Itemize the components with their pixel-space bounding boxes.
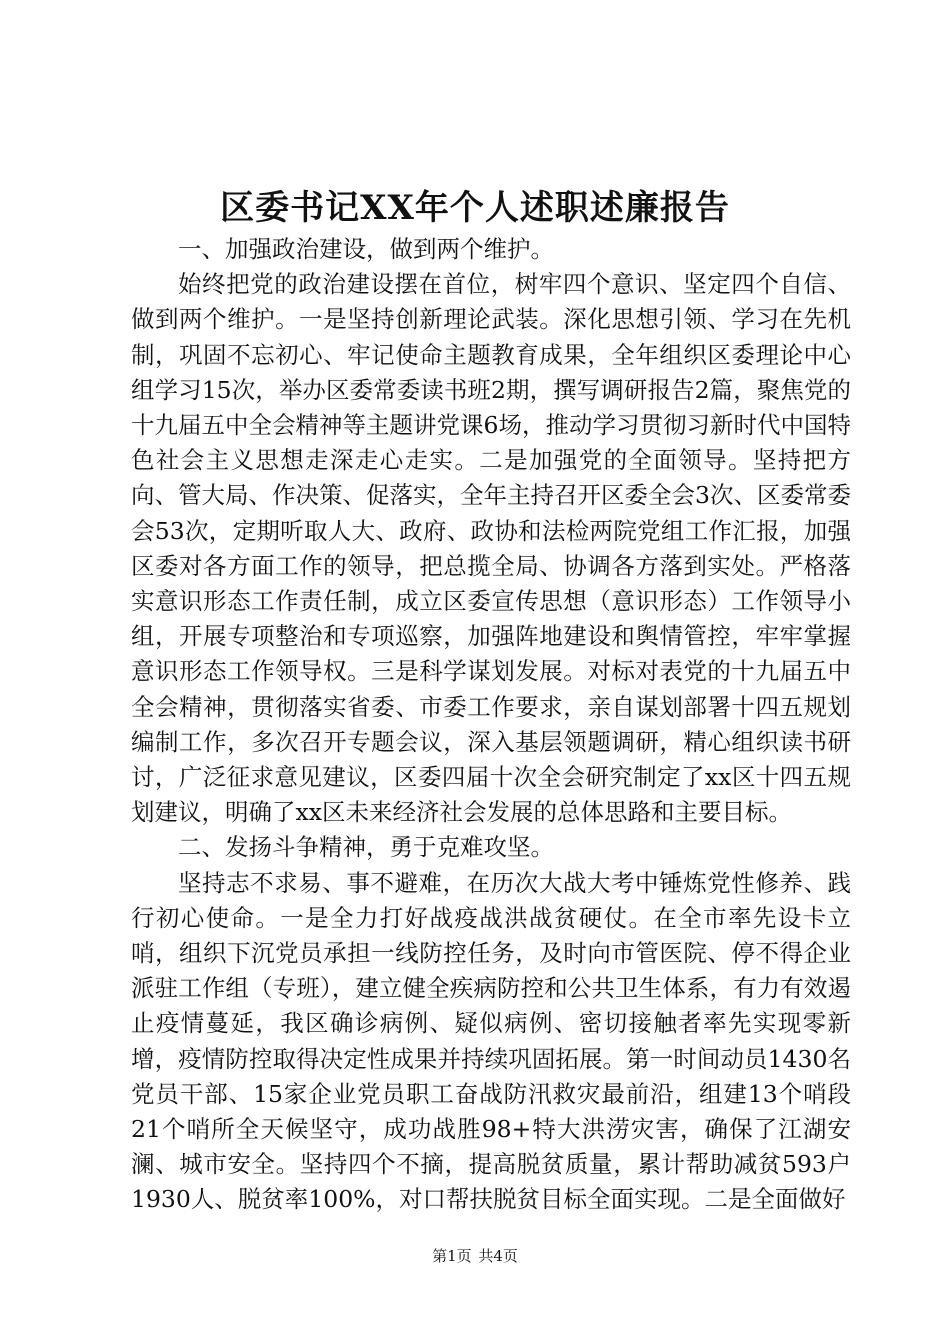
section-heading-2: 二、发扬斗争精神，勇于克难攻坚。	[178, 833, 554, 862]
paragraph-2: 坚持志不求易、事不避难，在历次大战大考中锤炼党性修养、践行初心使命。一是全力打好战疫战洪战贫硬仗。在全市率先设卡立哨，组织下沉党员承担一线防控任务，及时向市管医院、停不得企业派驻工作组（专班），建立健全疾病防控和公共卫生体系，有力有效遏止疫情蔓延，我区确诊病例、疑似病例、密切接触者率先实现零新增，疫情防控取得决定性成果并持续巩固拓展。第一时间动员1430名党员干部、15家企业党员职工奋战防汛救灾最前沿，组建13个哨段21个哨所全天候坚守，成功战胜98+特大洪涝灾害，确保了江湖安澜、城市安全。坚持四个不摘，提高脱贫质量，累计帮助减贫593户1930人、脱贫率100%，对口帮扶脱贫目标全面实现。二是全面做好	[131, 868, 851, 1214]
page-number: 第1页	[432, 1247, 472, 1265]
page-footer	[0, 1246, 950, 1266]
document-body	[131, 232, 851, 1218]
page-total: 共4页	[478, 1247, 518, 1265]
paragraph-1: 始终把党的政治建设摆在首位，树牢四个意识、坚定四个自信、做到两个维护。一是坚持创新理论武装。深化思想引领、学习在先机制，巩固不忘初心、牢记使命主题教育成果，全年组织区委理论中心组学习15次，举办区委常委读书班2期，撰写调研报告2篇，聚焦党的十九届五中全会精神等主题讲党课6场，推动学习贯彻习新时代中国特色社会主义思想走深走心走实。二是加强党的全面领导。坚持把方向、管大局、作决策、促落实，全年主持召开区委全会3次、区委常委会53次，定期听取人大、政府、政协和法检两院党组工作汇报，加强区委对各方面工作的领导，把总揽全局、协调各方落到实处。严格落实意识形态工作责任制，成立区委宣传思想（意识形态）工作领导小组，开展专项整治和专项巡察，加强阵地建设和舆情管控，牢牢掌握意识形态工作领导权。三是科学谋划发展。对标对表党的十九届五中全会精神，贯彻落实省委、市委工作要求，亲自谋划部署十四五规划编制工作，多次召开专题会议，深入基层领题调研，精心组织读书研讨，广泛征求意见建议，区委四届十次全会研究制定了xx区十四五规划建议，明确了xx区未来经济社会发展的总体思路和主要目标。	[131, 270, 851, 827]
document-title: 区委书记XX年个人述职述廉报告	[220, 188, 730, 228]
section-heading-1: 一、加强政治建设，做到两个维护。	[178, 235, 554, 263]
